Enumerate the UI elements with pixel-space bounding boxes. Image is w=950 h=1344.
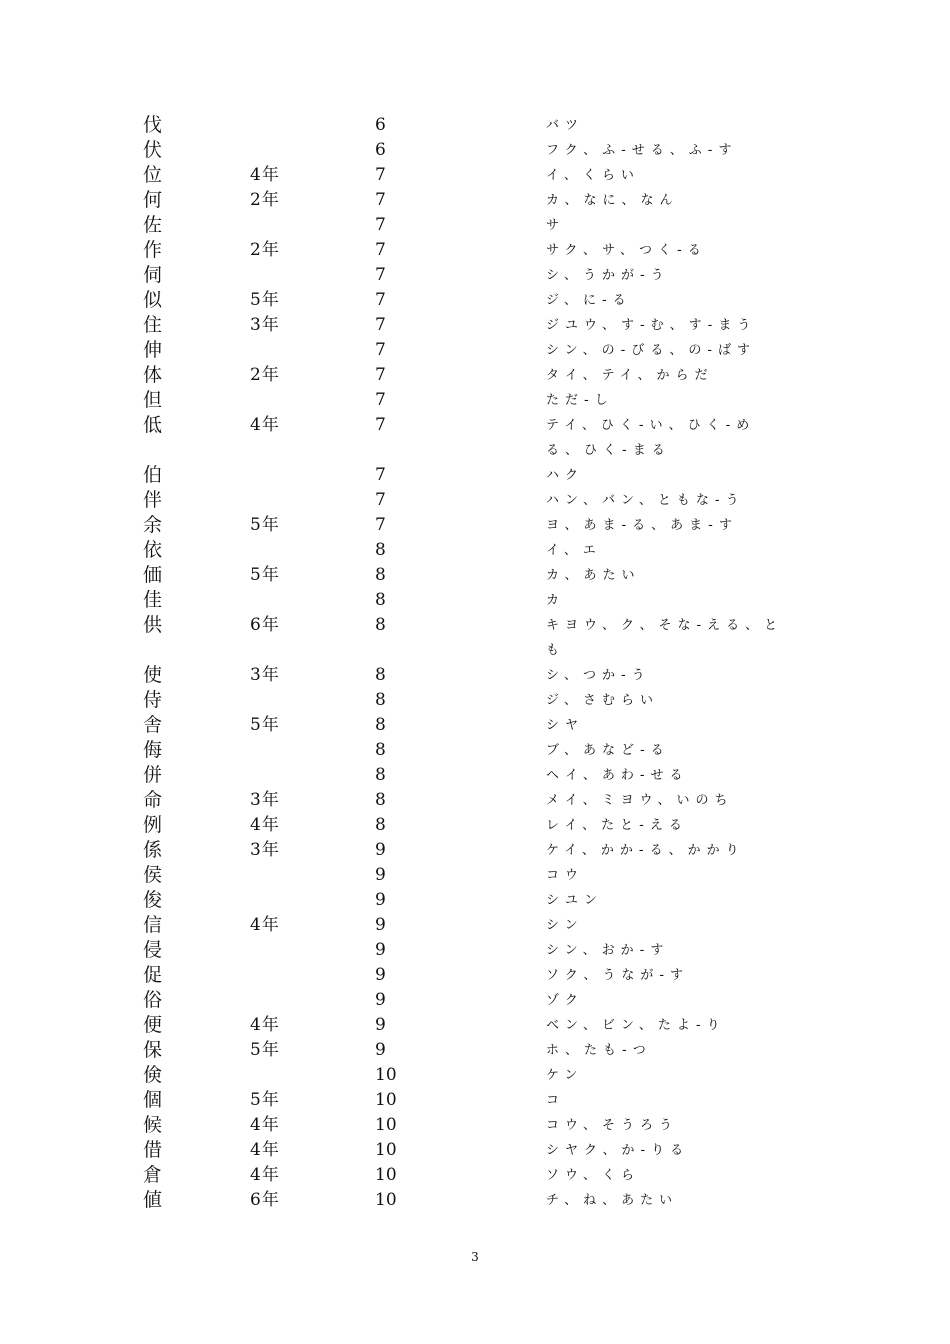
kanji-cell: 但 [143, 389, 163, 411]
table-row [0, 288, 950, 313]
grade-cell: 3年 [250, 840, 280, 860]
reading-cell: ハン、バン、ともな-う [546, 493, 745, 508]
kanji-cell: 価 [143, 564, 163, 586]
reading-cell: シン、おか-す [546, 943, 670, 958]
reading-cell: テイ、ひく-い、ひく-める、ひく-まる [546, 418, 756, 458]
table-row [0, 263, 950, 288]
table-row [0, 1138, 950, 1163]
kanji-cell: 伏 [143, 139, 163, 161]
stroke-count-cell: 10 [375, 1140, 397, 1160]
table-row [0, 238, 950, 263]
table-row [0, 413, 950, 463]
grade-cell: 4年 [250, 415, 280, 435]
kanji-cell: 佳 [143, 589, 163, 611]
kanji-cell: 係 [143, 839, 163, 861]
table-row [0, 913, 950, 938]
reading-cell: ただ-し [546, 393, 614, 408]
table-row [0, 963, 950, 988]
kanji-cell: 伯 [143, 464, 163, 486]
stroke-count-cell: 7 [375, 315, 386, 335]
stroke-count-cell: 8 [375, 715, 386, 735]
grade-cell: 5年 [250, 565, 280, 585]
stroke-count-cell: 8 [375, 790, 386, 810]
kanji-cell: 住 [143, 314, 163, 336]
kanji-cell: 伐 [143, 114, 163, 136]
stroke-count-cell: 10 [375, 1190, 397, 1210]
stroke-count-cell: 9 [375, 840, 386, 860]
reading-cell: ヨ、あま-る、あま-す [546, 518, 738, 533]
kanji-cell: 保 [143, 1039, 163, 1061]
reading-cell: シユン [546, 893, 604, 908]
kanji-cell: 命 [143, 789, 163, 811]
reading-cell: ホ、たも-つ [546, 1043, 652, 1058]
kanji-cell: 個 [143, 1089, 163, 1111]
stroke-count-cell: 7 [375, 240, 386, 260]
reading-cell: シヤ [546, 718, 585, 733]
grade-cell: 4年 [250, 815, 280, 835]
reading-cell: ヘイ、あわ-せる [546, 768, 689, 783]
stroke-count-cell: 7 [375, 415, 386, 435]
grade-cell: 6年 [250, 1190, 280, 1210]
stroke-count-cell: 9 [375, 890, 386, 910]
reading-cell: ソウ、くら [546, 1168, 640, 1183]
stroke-count-cell: 10 [375, 1115, 397, 1135]
stroke-count-cell: 9 [375, 1015, 386, 1035]
table-row [0, 788, 950, 813]
table-row [0, 813, 950, 838]
table-row [0, 313, 950, 338]
reading-cell: ジ、さむらい [546, 693, 659, 708]
reading-cell: チ、ね、あたい [546, 1193, 679, 1208]
kanji-cell: 佐 [143, 214, 163, 236]
kanji-cell: 借 [143, 1139, 163, 1161]
stroke-count-cell: 6 [375, 115, 386, 135]
reading-cell: シン [546, 918, 584, 933]
reading-cell: ブ、あなど-る [546, 743, 670, 758]
grade-cell: 3年 [250, 790, 280, 810]
stroke-count-cell: 8 [375, 665, 386, 685]
kanji-cell: 例 [143, 814, 163, 836]
reading-cell: シン、の-びる、の-ばす [546, 343, 757, 358]
reading-cell: ケン [546, 1068, 584, 1083]
kanji-cell: 俗 [143, 989, 163, 1011]
kanji-cell: 供 [143, 614, 163, 636]
reading-cell: カ、あたい [546, 568, 641, 583]
reading-cell: カ [546, 593, 566, 608]
table-row [0, 763, 950, 788]
kanji-table [0, 113, 950, 1213]
kanji-cell: 侮 [143, 739, 163, 761]
reading-cell: イ、エ [546, 543, 602, 558]
grade-cell: 5年 [250, 715, 280, 735]
table-row [0, 1163, 950, 1188]
kanji-cell: 促 [143, 964, 163, 986]
table-row [0, 163, 950, 188]
table-row [0, 138, 950, 163]
stroke-count-cell: 7 [375, 390, 386, 410]
grade-cell: 5年 [250, 1090, 280, 1110]
stroke-count-cell: 9 [375, 1040, 386, 1060]
kanji-cell: 値 [143, 1189, 163, 1211]
table-row [0, 488, 950, 513]
table-row [0, 213, 950, 238]
stroke-count-cell: 8 [375, 590, 386, 610]
reading-cell: ソク、うなが-す [546, 968, 690, 983]
table-row [0, 388, 950, 413]
grade-cell: 3年 [250, 315, 280, 335]
table-row [0, 563, 950, 588]
kanji-cell: 侍 [143, 689, 163, 711]
kanji-cell: 低 [143, 414, 163, 436]
stroke-count-cell: 9 [375, 915, 386, 935]
table-row [0, 1113, 950, 1138]
stroke-count-cell: 8 [375, 540, 386, 560]
table-row [0, 988, 950, 1013]
kanji-cell: 倉 [143, 1164, 163, 1186]
stroke-count-cell: 7 [375, 265, 386, 285]
reading-cell: シ、つか-う [546, 668, 651, 683]
grade-cell: 6年 [250, 615, 280, 635]
stroke-count-cell: 8 [375, 565, 386, 585]
table-row [0, 838, 950, 863]
reading-cell: コウ [546, 868, 585, 883]
kanji-cell: 伴 [143, 489, 163, 511]
table-row [0, 463, 950, 488]
kanji-cell: 使 [143, 664, 163, 686]
reading-cell: ゾク [546, 993, 584, 1008]
reading-cell: イ、くらい [546, 168, 640, 183]
kanji-cell: 似 [143, 289, 163, 311]
grade-cell: 3年 [250, 665, 280, 685]
kanji-cell: 何 [143, 189, 163, 211]
table-row [0, 1013, 950, 1038]
stroke-count-cell: 7 [375, 190, 386, 210]
kanji-cell: 体 [143, 364, 163, 386]
grade-cell: 2年 [250, 240, 280, 260]
reading-cell: コ [546, 1093, 566, 1108]
page-number: 3 [471, 1250, 479, 1264]
stroke-count-cell: 8 [375, 815, 386, 835]
table-row [0, 113, 950, 138]
reading-cell: サク、サ、つく-る [546, 243, 707, 258]
reading-cell: レイ、たと-える [546, 818, 688, 833]
reading-cell: シヤク、か-りる [546, 1143, 690, 1158]
stroke-count-cell: 8 [375, 765, 386, 785]
table-row [0, 738, 950, 763]
stroke-count-cell: 8 [375, 690, 386, 710]
table-row [0, 888, 950, 913]
table-row [0, 863, 950, 888]
stroke-count-cell: 6 [375, 140, 386, 160]
kanji-cell: 作 [143, 239, 163, 261]
table-row [0, 1038, 950, 1063]
reading-cell: バツ [546, 118, 585, 133]
kanji-cell: 候 [143, 1114, 163, 1136]
grade-cell: 2年 [250, 190, 280, 210]
stroke-count-cell: 9 [375, 865, 386, 885]
grade-cell: 5年 [250, 290, 280, 310]
stroke-count-cell: 7 [375, 290, 386, 310]
reading-cell: シ、うかが-う [546, 268, 670, 283]
grade-cell: 5年 [250, 515, 280, 535]
grade-cell: 4年 [250, 1140, 280, 1160]
reading-cell: ジ、に-る [546, 293, 632, 308]
table-row [0, 1188, 950, 1213]
grade-cell: 4年 [250, 915, 280, 935]
table-row [0, 538, 950, 563]
grade-cell: 4年 [250, 1115, 280, 1135]
reading-cell: ハク [546, 468, 585, 483]
kanji-cell: 余 [143, 514, 163, 536]
stroke-count-cell: 7 [375, 165, 386, 185]
grade-cell: 4年 [250, 1015, 280, 1035]
table-row [0, 1088, 950, 1113]
stroke-count-cell: 10 [375, 1165, 397, 1185]
table-row [0, 188, 950, 213]
reading-cell: コウ、そうろう [546, 1118, 678, 1133]
reading-cell: メイ、ミヨウ、いのち [546, 793, 734, 808]
reading-cell: カ、なに、なん [546, 193, 679, 208]
kanji-cell: 舎 [143, 714, 163, 736]
reading-cell: タイ、テイ、からだ [546, 368, 714, 383]
table-row [0, 513, 950, 538]
kanji-cell: 依 [143, 539, 163, 561]
table-row [0, 663, 950, 688]
kanji-cell: 位 [143, 164, 163, 186]
stroke-count-cell: 9 [375, 990, 386, 1010]
stroke-count-cell: 8 [375, 615, 386, 635]
stroke-count-cell: 7 [375, 490, 386, 510]
stroke-count-cell: 7 [375, 515, 386, 535]
kanji-cell: 倹 [143, 1064, 163, 1086]
kanji-cell: 伺 [143, 264, 163, 286]
table-row [0, 338, 950, 363]
grade-cell: 4年 [250, 1165, 280, 1185]
kanji-cell: 伸 [143, 339, 163, 361]
reading-cell: ケイ、かか-る、かかり [546, 843, 745, 858]
kanji-cell: 便 [143, 1014, 163, 1036]
stroke-count-cell: 7 [375, 215, 386, 235]
reading-cell: フク、ふ-せる、ふ-す [546, 143, 738, 158]
table-row [0, 613, 950, 663]
table-row [0, 688, 950, 713]
table-row [0, 588, 950, 613]
stroke-count-cell: 7 [375, 465, 386, 485]
reading-cell: キヨウ、ク、そな-える、とも [546, 618, 784, 658]
stroke-count-cell: 10 [375, 1065, 397, 1085]
table-row [0, 1063, 950, 1088]
reading-cell: ベン、ビン、たよ-り [546, 1018, 726, 1033]
stroke-count-cell: 9 [375, 940, 386, 960]
reading-cell: サ [546, 218, 566, 233]
kanji-cell: 侵 [143, 939, 163, 961]
stroke-count-cell: 7 [375, 365, 386, 385]
table-row [0, 363, 950, 388]
kanji-cell: 侯 [143, 864, 163, 886]
stroke-count-cell: 8 [375, 740, 386, 760]
grade-cell: 2年 [250, 365, 280, 385]
reading-cell: ジユウ、す-む、す-まう [546, 318, 757, 333]
kanji-cell: 併 [143, 764, 163, 786]
kanji-cell: 俊 [143, 889, 163, 911]
table-row [0, 713, 950, 738]
table-row [0, 938, 950, 963]
kanji-cell: 信 [143, 914, 163, 936]
grade-cell: 5年 [250, 1040, 280, 1060]
stroke-count-cell: 7 [375, 340, 386, 360]
grade-cell: 4年 [250, 165, 280, 185]
stroke-count-cell: 10 [375, 1090, 397, 1110]
stroke-count-cell: 9 [375, 965, 386, 985]
